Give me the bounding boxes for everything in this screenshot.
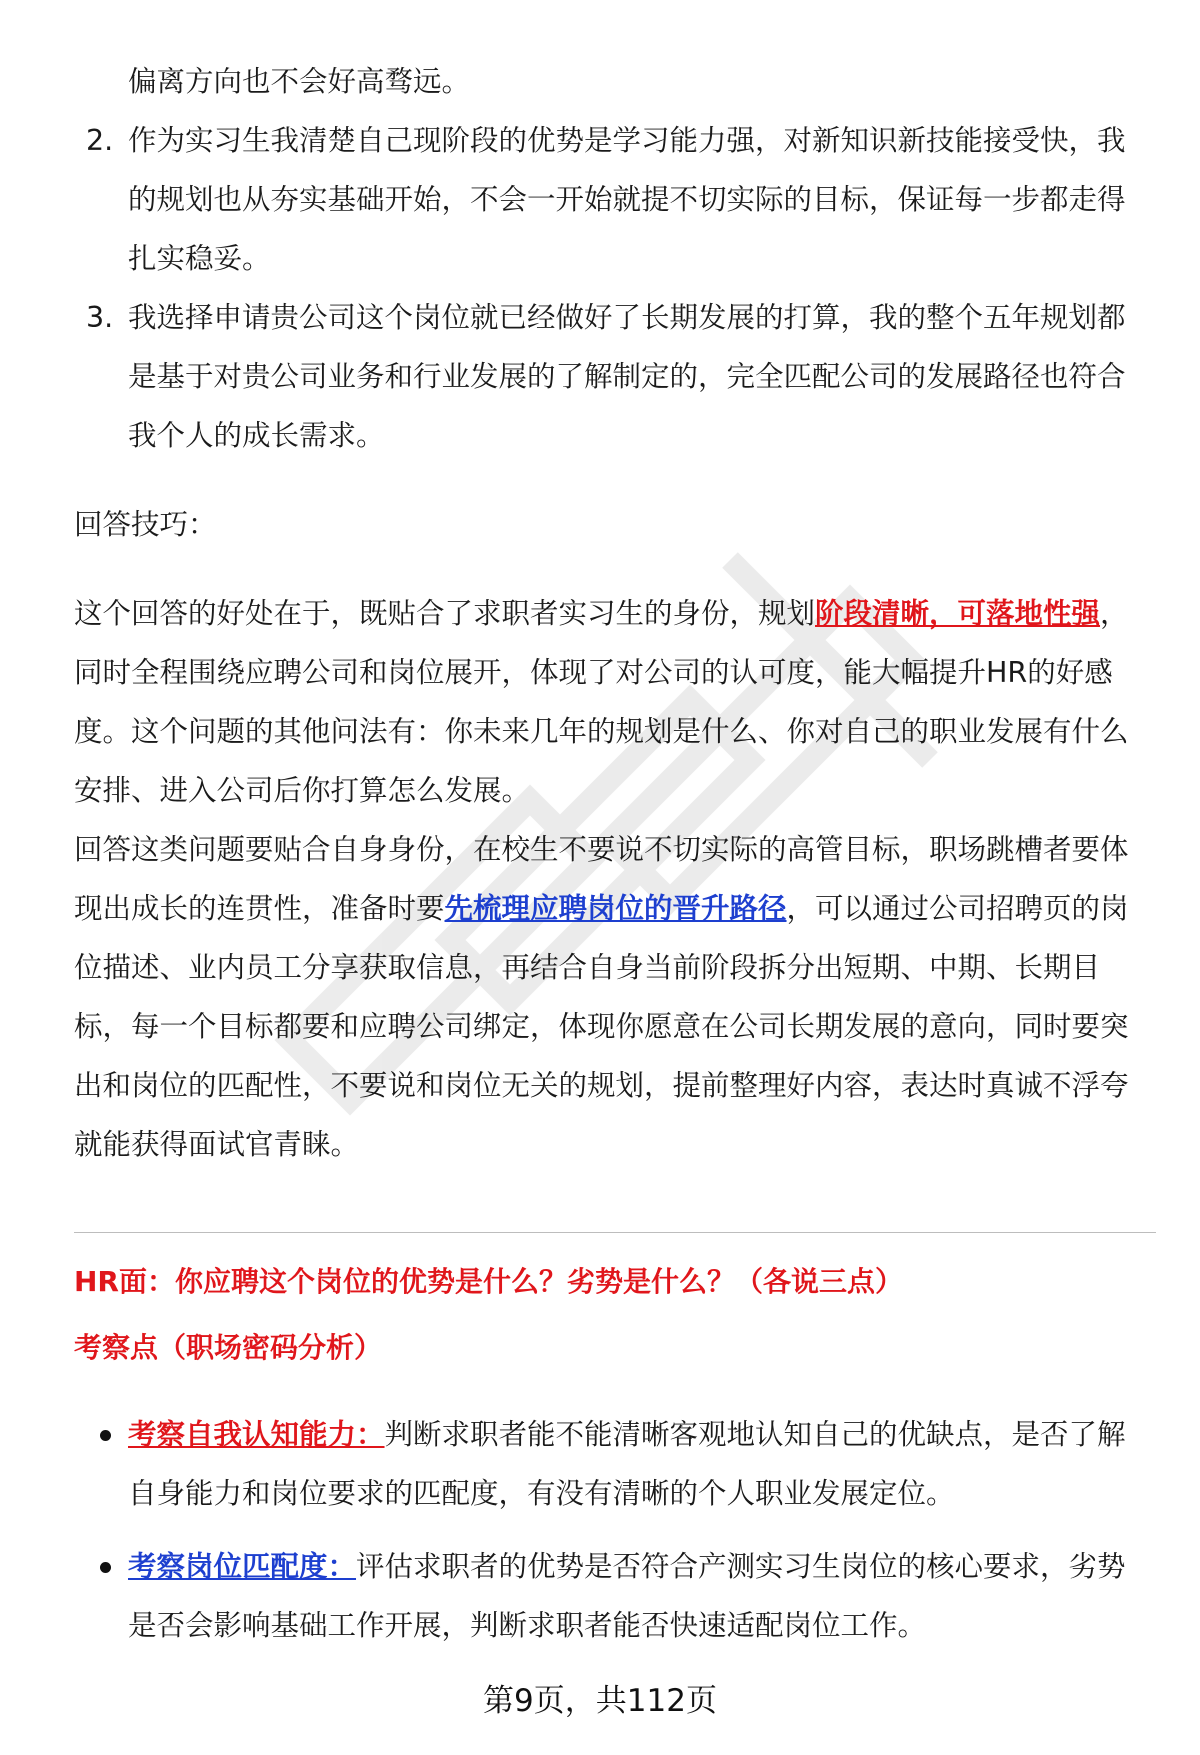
para1-text-end: ，同时全程围绕应聘公司和岗位展开，体现了对公司的认可度，能大幅提升HR的好感度。这个问题的其他问法有：你未来几年的规划是什么、你对自己的职业发展有什么安排、进入公司后你打算怎么发展。 [74, 597, 1129, 807]
point-label: 考察岗位匹配度： [128, 1550, 357, 1583]
para1-text: 这个回答的好处在于，既贴合了求职者实习生的身份，规划 [74, 597, 816, 630]
point-text: 判断求职者能不能清晰客观地认知自己的优缺点，是否了解自身能力和岗位要求的匹配度，有没有清晰的个人职业发展定位。 [128, 1418, 1126, 1510]
list-item [74, 111, 1134, 288]
bullet-item [74, 1405, 1144, 1523]
bullet-list [74, 1405, 1144, 1669]
point-text: 评估求职者的优势是否符合产测实习生岗位的核心要求，劣势是否会影响基础工作开展，判断求职者能否快速适配岗位工作。 [128, 1550, 1126, 1642]
section-divider [74, 1232, 1156, 1233]
bullet-icon [100, 1430, 111, 1441]
point-label: 考察自我认知能力： [128, 1418, 385, 1451]
list-number: 2. [86, 124, 114, 157]
list-text: 我选择申请贵公司这个岗位就已经做好了长期发展的打算，我的整个五年规划都是基于对贵公司业务和行业发展的了解制定的，完全匹配公司的发展路径也符合我个人的成长需求。 [128, 301, 1126, 452]
question-heading: HR面：你应聘这个岗位的优势是什么？劣势是什么？（各说三点） [74, 1265, 903, 1298]
paragraph-advice [74, 820, 1134, 1174]
list-number: 3. [86, 301, 114, 334]
paragraph-benefit [74, 584, 1134, 820]
para1-highlight: 阶段清晰，可落地性强 [815, 597, 1101, 630]
tips-label: 回答技巧： [74, 508, 217, 541]
para2-text-end: ，可以通过公司招聘页的岗位描述、业内员工分享获取信息，再结合自身当前阶段拆分出短期、中期、长期目标，每一个目标都要和应聘公司绑定，体现你愿意在公司长期发展的意向，同时要突出和岗位的匹配性，不要说和岗位无关的规划，提前整理好内容，表达时真诚不浮夸就能获得面试官青睐。 [74, 892, 1129, 1161]
page-footer: 第9页，共112页 [483, 1683, 717, 1719]
analysis-title: 考察点（职场密码分析） [74, 1331, 383, 1364]
para2-highlight: 先梳理应聘岗位的晋升路径 [444, 892, 787, 925]
list-text: 作为实习生我清楚自己现阶段的优势是学习能力强，对新知识新技能接受快，我的规划也从夯实基础开始，不会一开始就提不切实际的目标，保证每一步都走得扎实稳妥。 [128, 124, 1126, 275]
bullet-icon [100, 1562, 111, 1573]
numbered-list [74, 111, 1134, 465]
list-item [74, 288, 1134, 465]
para2-text: 回答这类问题要贴合自身身份，在校生不要说不切实际的高管目标，职场跳槽者要体现出成长的连贯性，准备时要 [74, 833, 1129, 925]
page-content [74, 52, 1134, 1174]
list-item-1-tail: 偏离方向也不会好高骛远。 [128, 65, 471, 98]
bullet-item [74, 1537, 1144, 1655]
